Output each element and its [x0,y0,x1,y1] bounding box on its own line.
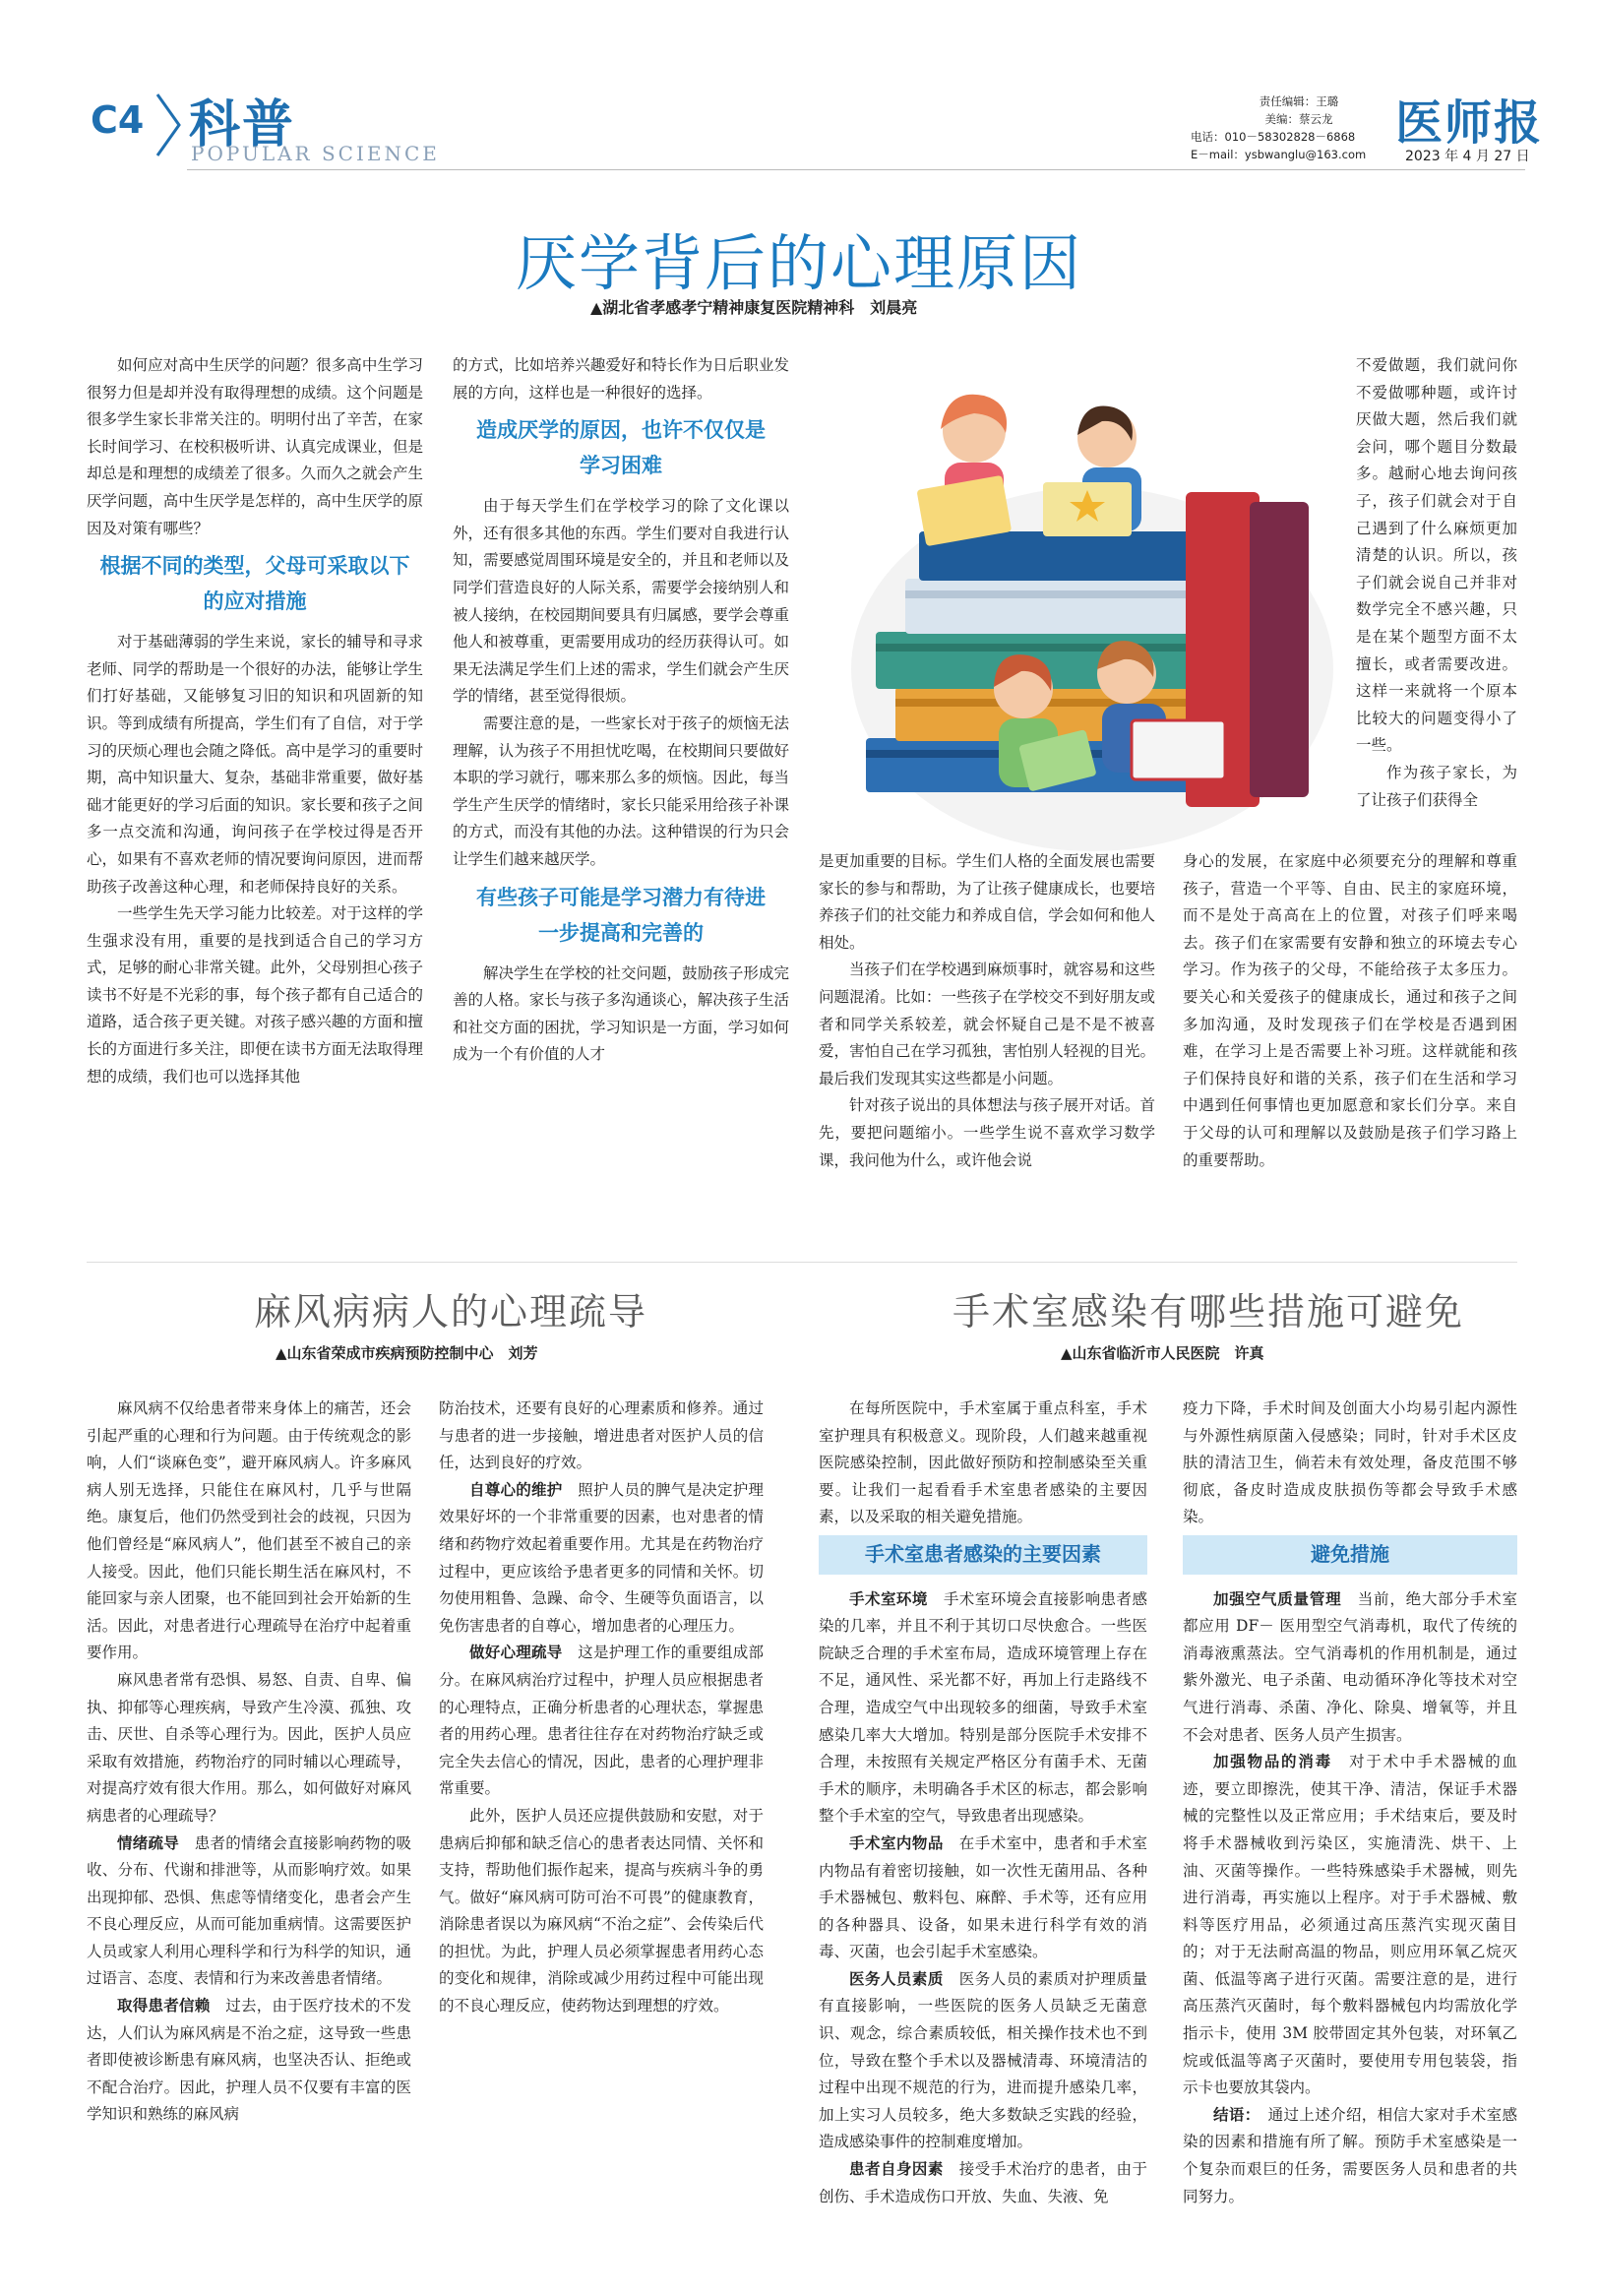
paragraph: 是更加重要的目标。学生们人格的全面发展也需要家长的参与和帮助，为了让孩子健康成长，也要培养孩子们的社交能力和养成自信，学会如何和他人相处。 [819,852,1155,952]
paragraph-lead: 自尊心的维护 [469,1480,579,1499]
paragraph-lead: 手术室环境 [849,1589,944,1608]
paragraph-text: 此外，医护人员还应提供鼓励和安慰，对于患病后抑郁和缺乏信心的患者表达同情、关怀和支持，帮助他们振作起来，提高与疾病斗争的勇气。做好“麻风病可防可治不可畏”的健康教育，消除患者误以为麻风病“不治之症”、会传染后代的担忧。为此，护理人员必须掌握患者用药心态的变化和规律，消除或减少用药过程中可能出现的不良心理反应，使药物达到理想的疗效。 [439,1806,764,2016]
article1-col4-para: 作为孩子家长，为了让孩子们获得全 [1356,763,1517,809]
paragraph-text: 麻风患者常有恐惧、易怒、自责、自卑、偏执、抑郁等心理疾病，导致产生冷漠、孤独、攻击、厌世、自杀等心理行为。因此，医护人员应采取有效措施，药物治疗的同时辅以心理疏导，对提高疗效有很大作用。那么，如何做好对麻风病患者的心理疏导？ [87,1670,411,1825]
article1-title: 厌学背后的心理原因 [515,227,1082,299]
paragraph [1183,1396,1517,1531]
issue-date: 2023 年 4 月 27 日 [1405,149,1530,164]
paragraph-text: 过去，由于医疗技术的不发达，人们认为麻风病是不治之症，这导致一些患者即使被诊断患有麻风病，也坚决否认、拒绝或不配合治疗。因此，护理人员不仅要有丰富的医学知识和熟练的麻风病 [87,1997,411,2124]
paragraph-text: 照护人员的脾气是决定护理效果好坏的一个非常重要的因素，也对患者的情绪和药物疗效起着重要作用。尤其是在药物治疗过程中，更应该给予患者更多的同情和关怀。切勿使用粗鲁、急躁、命令、生硬等负面语言，以免伤害患者的自尊心，增加患者的心理压力。 [439,1480,764,1635]
paragraph-lead: 情绪疏导 [117,1833,195,1852]
article1-col3 [819,848,1155,1174]
paragraph-text: 接受手术治疗的患者，由于创伤、手术造成伤口开放、失血、失液、免 [819,2160,1147,2205]
article1-subhead3: 有些孩子可能是学习潜力有待进一步提高和完善的 [476,885,766,945]
article3-col1 [819,1396,1147,2210]
paragraph: 如何应对高中生厌学的问题？很多高中生学习很努力但是却并没有取得理想的成绩。这个问题是很多学生家长非常关注的。明明付出了辛苦，在家长时间学习、在校积极听讲、认真完成课业，但是却总是和理想的成绩差了很多。久而久之就会产生厌学问题，高中生厌学是怎样的，高中生厌学的原因及对策有哪些？ [87,356,423,537]
section-title-en: POPULAR SCIENCE [191,142,440,165]
paragraph-lead: 加强空气质量管理 [1213,1589,1358,1608]
paper-name: 医师报 [1395,95,1544,151]
paragraph [1183,1586,1517,1750]
article3-byline: ▲山东省临沂市人民医院 许真 [1061,1344,1264,1362]
editor: 责任编辑：王璐 [1259,94,1339,108]
header-divider [187,169,1525,170]
editor-info [1191,93,1368,163]
paragraph-lead: 做好心理疏导 [469,1644,579,1662]
paragraph [439,1396,764,1477]
paragraph [819,1966,1147,2156]
article1-col2 [453,352,789,1069]
article1-col4b [1183,848,1517,1174]
page-number: C4 [91,98,145,142]
paragraph-lead: 加强物品的消毒 [1213,1753,1350,1771]
paragraph: 解决学生在学校的社交问题，鼓励孩子形成完善的人格。家长与孩子多沟通谈心，解决孩子生活和社交方面的困扰，学习知识是一方面，学习如何成为一个有价值的人才 [453,963,789,1064]
chevron-icon [154,91,183,159]
paragraph [87,1667,411,1831]
paragraph [87,1993,411,2129]
paragraph: 针对孩子说出的具体想法与孩子展开对话。首先，要把问题缩小。一些学生说不喜欢学习数学课，我问他为什么，或许他会说 [819,1096,1155,1169]
paragraph-text: 麻风病不仅给患者带来身体上的痛苦，还会引起严重的心理和行为问题。由于传统观念的影响，人们“谈麻色变”，避开麻风病人。许多麻风病人别无选择，只能住在麻风村，几乎与世隔绝。康复后，他们仍然受到社会的歧视，只因为他们曾经是“麻风病人”，他们甚至不被自己的亲人接受。因此，他们只能长期生活在麻风村，不能回家与亲人团聚，也不能回到社会开始新的生活。因此，对患者进行心理疏导在治疗中起着重要作用。 [87,1399,411,1662]
article2-col2 [439,1396,764,2020]
article3-title: 手术室感染有哪些措施可避免 [953,1290,1465,1334]
paragraph: 由于每天学生们在学校学习的除了文化课以外，还有很多其他的东西。学生们要对自我进行认知，需要感觉周围环境是安全的，并且和老师以及同学们营造良好的人际关系，需要学会接纳别人和被人接纳，在校园期间要具有归属感，要学会尊重他人和被尊重，更需要用成功的经历获得认可。如果无法满足学生们上述的需求，学生们就会产生厌学的情绪，甚至觉得很烦。 [453,497,789,706]
article2-byline: ▲山东省荣成市疾病预防控制中心 刘芳 [276,1344,538,1362]
paragraph [439,1640,764,1803]
paragraph-text: 疫力下降，手术时间及创面大小均易引起内源性与外源性病原菌入侵感染；同时，针对手术区皮肤的清洁卫生，倘若未有效处理，备皮范围不够彻底，备皮时造成皮肤损伤等都会导致手术感染。 [1183,1399,1517,1526]
paragraph [87,1831,411,1994]
section-divider [87,1262,1517,1263]
article1-col4-text: 不爱做题，我们就问你不爱做哪种题，或许讨厌做大题，然后我们就会问，哪个题目分数最多。越耐心地去询问孩子，孩子们就会对于自己遇到了什么麻烦更加清楚的认识。所以，孩子们就会说自己并非对数学完全不感兴趣，只是在某个题型方面不太擅长，或者需要改进。这样一来就将一个原本比较大的问题变得小了一些。 [1356,356,1517,755]
paragraph-text: 在手术室中，患者和手术室内物品有着密切接触，如一次性无菌用品、各种手术器械包、敷料包、麻醉、手术等，还有应用的各种器具、设备，如果未进行科学有效的消毒、灭菌，也会引起手术室感染。 [819,1833,1147,1961]
paragraph-text: 在每所医院中，手术室属于重点科室，手术室护理具有积极意义。现阶段，人们越来越重视医院感染控制，因此做好预防和控制感染至关重要。让我们一起看看手术室患者感染的主要因素，以及采取的相关避免措施。 [819,1399,1147,1526]
paragraph-text: 防治技术，还要有良好的心理素质和修养。通过与患者的进一步接触，增进患者对医护人员的信任，达到良好的疗效。 [439,1399,764,1472]
paragraph-text: 对于术中手术器械的血迹，要立即擦洗，使其干净、清洁，保证手术器械的完整性以及正常应用；手术结束后，要及时将手术器械收到污染区，实施清洗、烘干、上油、灭菌等操作。一些特殊感染手术器械，则先进行消毒，再实施以上程序。对于手术器械、敷料等医疗用品，必须通过高压蒸汽实现灭菌目的；对于无法耐高温的物品，则应用环氧乙烷灭菌、低温等离子进行灭菌。需要注意的是，进行高压蒸汽灭菌时，每个敷料器械包内均需放化学指示卡，使用 3M 胶带固定其外包装，对环氧乙烷或低温等离子灭菌时，要使用专用包装袋，指示卡也要放其袋内。 [1183,1753,1517,2097]
paragraph [439,1803,764,2020]
paragraph-text: 医务人员的素质对护理质量有直接影响，一些医院的医务人员缺乏无菌意识、观念，综合素质较低，相关操作技术也不到位，导致在整个手术以及器械清毒、环境清洁的过程中出现不规范的行为，进而提升感染几率，加上实习人员较多，绝大多数缺乏实践的经验，造成感染事件的控制难度增加。 [819,1969,1147,2151]
paragraph-lead: 取得患者信赖 [117,1997,226,2016]
designer: 美编：蔡云龙 [1264,112,1333,126]
paragraph [439,1477,764,1641]
article1-subhead1: 根据不同的类型，父母可采取以下的应对措施 [99,554,410,614]
paragraph [1183,1749,1517,2102]
phone: 电话：010－58302828－6868 [1191,130,1356,144]
article2-title: 麻风病病人的心理疏导 [254,1290,648,1334]
paragraph-text: 患者的情绪会直接影响药物的吸收、分布、代谢和排泄等，从而影响疗效。如果出现抑郁、恐惧、焦虑等情绪变化，患者会产生不良心理反应，从而可能加重病情。这需要医护人员或家人利用心理科学和行为科学的知识，通过语言、态度、表情和行为来改善患者情绪。 [87,1833,411,1988]
article3-subhead1: 手术室患者感染的主要因素 [819,1535,1147,1575]
paragraph: 一些学生先天学习能力比较差。对于这样的学生强求没有用，重要的是找到适合自己的学习方式，足够的耐心非常关键。此外，父母别担心孩子读书不好是不光彩的事，每个孩子都有自己适合的道路，适合孩子更关键。对孩子感兴趣的方面和擅长的方面进行多关注，即便在读书方面无法取得理想的成绩，我们也可以选择其他 [87,904,423,1086]
paragraph [819,1831,1147,1966]
article3-subhead2: 避免措施 [1183,1535,1517,1575]
article1-col4 [1356,352,1517,814]
paragraph [819,2156,1147,2210]
paragraph-lead: 医务人员素质 [849,1969,959,1988]
paragraph [819,1396,1147,1531]
kids-reading-illustration [836,374,1348,856]
paragraph-lead: 患者自身因素 [849,2160,959,2179]
email: E－mail：ysbwanglu@163.com [1191,148,1367,161]
paragraph-lead: 手术室内物品 [849,1833,959,1852]
paragraph-lead: 结语： [1213,2105,1268,2124]
section-title: 科普 [189,95,296,155]
paragraph: 当孩子们在学校遇到麻烦事时，就容易和这些问题混淆。比如：一些孩子在学校交不到好朋友或者和同学关系较差，就会怀疑自己是不是不被喜爱，害怕自己在学习孤独，害怕别人轻视的目光。最后我们发现其实这些都是小问题。 [819,961,1155,1087]
article1-subhead2: 造成厌学的原因，也许不仅仅是学习困难 [476,418,766,478]
paragraph [819,1586,1147,1831]
paragraph [87,1396,411,1667]
paragraph-text: 当前，绝大部分手术室都应用 DF－ 医用型空气消毒机，取代了传统的消毒液熏蒸法。空气消毒机的作用机制是，通过紫外激光、电子杀菌、电动循环净化等技术对空气进行消毒、杀菌、净化、除臭、增氧等，并且不会对患者、医务人员产生损害。 [1183,1589,1517,1744]
article1-col1 [87,352,423,1090]
paragraph: 的方式，比如培养兴趣爱好和特长作为日后职业发展的方向，这样也是一种很好的选择。 [453,356,789,402]
article1-byline: ▲湖北省孝感孝宁精神康复医院精神科 刘晨亮 [590,298,918,317]
paragraph: 对于基础薄弱的学生来说，家长的辅导和寻求老师、同学的帮助是一个很好的办法，能够让学生们打好基础，又能够复习旧的知识和巩固新的知识。等到成绩有所提高，学生们有了自信，对于学习的厌烦心理也会随之降低。高中是学习的重要时期，高中知识量大、复杂，基础非常重要，做好基础才能更好的学习后面的知识。家长要和孩子之间多一点交流和沟通，询问孩子在学校过得是否开心，如果有不喜欢老师的情况要询问原因，进而帮助孩子改善这种心理，和老师保持良好的关系。 [87,633,423,896]
article2-col1 [87,1396,411,2129]
paragraph-text: 这是护理工作的重要组成部分。在麻风病治疗过程中，护理人员应根据患者的心理特点，正确分析患者的心理状态，掌握患者的用药心理。患者往往存在对药物治疗缺乏或完全失去信心的情况，因此，患者的心理护理非常重要。 [439,1644,764,1798]
paragraph [1183,2102,1517,2210]
page-header [0,59,1598,177]
paragraph-text: 手术室环境会直接影响患者感染的几率，并且不利于其切口尽快愈合。一些医院缺乏合理的手术室布局，造成环境管理上存在不足，通风性、采光都不好，再加上行走路线不合理，造成空气中出现较多的细菌，导致手术室感染几率大大增加。特别是部分医院手术安排不合理，未按照有关规定严格区分有菌手术、无菌手术的顺序，未明确各手术区的标志，都会影响整个手术室的空气，导致患者出现感染。 [819,1589,1147,1826]
paragraph: 需要注意的是，一些家长对于孩子的烦恼无法理解，认为孩子不用担忧吃喝，在校期间只要做好本职的学习就行，哪来那么多的烦恼。因此，每当学生产生厌学的情绪时，家长只能采用给孩子补课的方式，而没有其他的办法。这种错误的行为只会让学生们越来越厌学。 [453,714,789,868]
article3-col2 [1183,1396,1517,2210]
paragraph: 身心的发展，在家庭中必须要充分的理解和尊重孩子，营造一个平等、自由、民主的家庭环境，而不是处于高高在上的位置，对孩子们呼来喝去。孩子们在家需要有安静和独立的环境去专心学习。作为孩子的父母，不能给孩子太多压力。要关心和关爱孩子的健康成长，通过和孩子之间多加沟通，及时发现孩子们在学校是否遇到困难，在学习上是否需要上补习班。这样就能和孩子们保持良好和谐的关系，孩子们在生活和学习中遇到任何事情也更加愿意和家长们分享。来自于父母的认可和理解以及鼓励是孩子们学习路上的重要帮助。 [1183,852,1517,1169]
paragraph-text: 通过上述介绍，相信大家对手术室感染的因素和措施有所了解。预防手术室感染是一个复杂而艰巨的任务，需要医务人员和患者的共同努力。 [1183,2105,1517,2205]
